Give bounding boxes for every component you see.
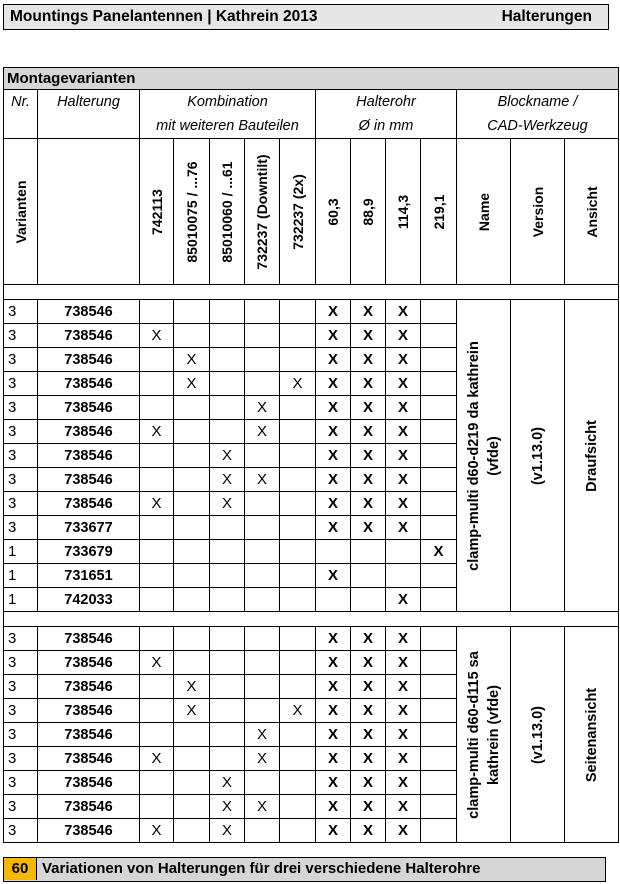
halterohr-cell	[421, 771, 457, 795]
halterohr-cell: X	[351, 372, 386, 396]
variation-count: 60	[4, 858, 37, 880]
kombination-cell	[140, 564, 174, 588]
kombination-cell: X	[245, 723, 280, 747]
row-halterung: 738546	[38, 324, 140, 348]
kombination-cell: X	[174, 348, 210, 372]
kombination-cell	[210, 420, 245, 444]
halterohr-cell: X	[316, 492, 351, 516]
kombination-cell	[210, 396, 245, 420]
halterohr-cell: X	[351, 651, 386, 675]
kombination-cell	[140, 372, 174, 396]
halterohr-cell: X	[386, 771, 421, 795]
halterohr-cell: X	[386, 627, 421, 651]
kombination-cell	[210, 627, 245, 651]
kombination-cell: X	[280, 699, 316, 723]
halterohr-cell: X	[316, 324, 351, 348]
row-nr: 3	[4, 516, 38, 540]
halterohr-cell	[421, 819, 457, 843]
halterohr-cell	[421, 348, 457, 372]
row-nr: 3	[4, 492, 38, 516]
col-nr-header-cont	[4, 114, 38, 139]
kombination-cell	[174, 540, 210, 564]
halterohr-cell	[421, 675, 457, 699]
row-halterung: 733679	[38, 540, 140, 564]
halterohr-cell: X	[351, 627, 386, 651]
kombination-cell	[210, 300, 245, 324]
document-header	[3, 4, 609, 30]
row-nr: 1	[4, 588, 38, 612]
row-halterung: 733677	[38, 516, 140, 540]
kombination-cell	[174, 444, 210, 468]
kombination-cell	[210, 516, 245, 540]
subheader-k3: 85010060 / ...61	[210, 139, 245, 285]
halterohr-cell: X	[351, 492, 386, 516]
kombination-cell	[140, 723, 174, 747]
kombination-cell	[245, 540, 280, 564]
kombination-cell	[174, 723, 210, 747]
kombination-cell	[140, 468, 174, 492]
row-nr: 3	[4, 651, 38, 675]
blockname-cell	[457, 300, 511, 612]
halterohr-cell: X	[316, 819, 351, 843]
kombination-cell	[245, 372, 280, 396]
blockname-line-1: clamp-multi d60-d219 da kathrein	[465, 340, 482, 571]
spacer-cell	[4, 612, 619, 627]
halterohr-cell: X	[351, 300, 386, 324]
halterohr-cell: X	[316, 771, 351, 795]
halterohr-cell: X	[386, 396, 421, 420]
halterohr-cell: X	[351, 348, 386, 372]
subheader-r1: 60,3	[316, 139, 351, 285]
kombination-cell	[280, 723, 316, 747]
kombination-cell: X	[210, 771, 245, 795]
subheader-varianten: Varianten	[4, 139, 38, 285]
halterohr-cell: X	[386, 747, 421, 771]
summary-footer	[3, 857, 606, 882]
kombination-cell: X	[140, 492, 174, 516]
spacer-row	[4, 612, 619, 627]
kombination-cell	[174, 795, 210, 819]
row-halterung: 738546	[38, 699, 140, 723]
kombination-cell	[174, 468, 210, 492]
halterohr-cell: X	[386, 420, 421, 444]
row-nr: 3	[4, 348, 38, 372]
kombination-cell	[245, 699, 280, 723]
halterohr-cell	[421, 627, 457, 651]
halterohr-cell: X	[351, 468, 386, 492]
kombination-cell	[280, 396, 316, 420]
kombination-cell: X	[210, 819, 245, 843]
kombination-cell	[245, 675, 280, 699]
halterohr-cell: X	[386, 819, 421, 843]
row-halterung: 738546	[38, 396, 140, 420]
halterohr-cell	[386, 540, 421, 564]
halterohr-cell	[421, 468, 457, 492]
kombination-cell: X	[140, 819, 174, 843]
kombination-cell	[280, 771, 316, 795]
col-block-header-1: Blockname /	[457, 90, 619, 115]
kombination-cell	[210, 372, 245, 396]
kombination-cell	[280, 675, 316, 699]
subheader-r4: 219,1	[421, 139, 457, 285]
table-row	[4, 300, 619, 324]
kombination-cell	[174, 300, 210, 324]
row-nr: 3	[4, 300, 38, 324]
halterohr-cell: X	[316, 516, 351, 540]
halterohr-cell: X	[386, 795, 421, 819]
halterohr-cell	[386, 564, 421, 588]
halterohr-cell: X	[386, 651, 421, 675]
blockname-text	[464, 341, 504, 571]
kombination-cell	[280, 588, 316, 612]
halterohr-cell: X	[386, 699, 421, 723]
kombination-cell: X	[140, 324, 174, 348]
halterohr-cell: X	[386, 300, 421, 324]
kombination-cell: X	[140, 747, 174, 771]
version-text: (v1.13.0)	[529, 705, 546, 764]
kombination-cell	[245, 564, 280, 588]
kombination-cell	[174, 771, 210, 795]
table-title: Montagevarianten	[4, 68, 619, 90]
halterohr-cell: X	[316, 747, 351, 771]
row-halterung: 738546	[38, 420, 140, 444]
subheader-k5: 732237 (2x)	[280, 139, 316, 285]
kombination-cell	[210, 723, 245, 747]
kombination-cell	[174, 324, 210, 348]
halterohr-cell	[316, 588, 351, 612]
halterohr-cell: X	[316, 564, 351, 588]
halterohr-cell: X	[351, 747, 386, 771]
kombination-cell	[245, 819, 280, 843]
halterohr-cell: X	[351, 420, 386, 444]
row-halterung: 738546	[38, 444, 140, 468]
halterohr-cell: X	[316, 444, 351, 468]
halterohr-cell	[421, 747, 457, 771]
kombination-cell	[280, 324, 316, 348]
kombination-cell	[174, 747, 210, 771]
table-row	[4, 627, 619, 651]
halterohr-cell: X	[386, 588, 421, 612]
halterohr-cell: X	[316, 372, 351, 396]
row-halterung: 738546	[38, 348, 140, 372]
row-nr: 3	[4, 324, 38, 348]
halterohr-cell	[421, 516, 457, 540]
halterohr-cell: X	[316, 699, 351, 723]
row-halterung: 738546	[38, 723, 140, 747]
kombination-cell	[140, 675, 174, 699]
kombination-cell	[245, 492, 280, 516]
row-halterung: 738546	[38, 300, 140, 324]
halterohr-cell	[421, 723, 457, 747]
blockname-cell	[457, 627, 511, 843]
kombination-cell	[174, 492, 210, 516]
halterohr-cell: X	[316, 420, 351, 444]
row-nr: 3	[4, 699, 38, 723]
subheader-k4: 732237 (Downtilt)	[245, 139, 280, 285]
kombination-cell: X	[174, 699, 210, 723]
kombination-cell	[280, 516, 316, 540]
ansicht-cell	[565, 300, 619, 612]
version-cell	[511, 627, 565, 843]
kombination-cell: X	[210, 444, 245, 468]
halterohr-cell: X	[316, 651, 351, 675]
kombination-cell	[245, 324, 280, 348]
row-nr: 3	[4, 795, 38, 819]
halterohr-cell	[421, 588, 457, 612]
kombination-cell	[174, 420, 210, 444]
kombination-cell	[280, 468, 316, 492]
halterohr-cell: X	[351, 771, 386, 795]
subheader-version: Version	[511, 139, 565, 285]
row-halterung: 742033	[38, 588, 140, 612]
row-halterung: 738546	[38, 747, 140, 771]
ansicht-text: Seitenansicht	[583, 687, 600, 782]
kombination-cell	[280, 747, 316, 771]
halterohr-cell	[421, 492, 457, 516]
kombination-cell	[140, 795, 174, 819]
subheader-name: Name	[457, 139, 511, 285]
kombination-cell	[280, 795, 316, 819]
halterohr-cell: X	[386, 372, 421, 396]
kombination-cell	[280, 627, 316, 651]
halterohr-cell: X	[316, 627, 351, 651]
kombination-cell	[174, 516, 210, 540]
kombination-cell	[210, 540, 245, 564]
row-nr: 3	[4, 771, 38, 795]
summary-text: Variationen von Halterungen für drei verschiedene Halterohre	[42, 860, 481, 877]
row-nr: 1	[4, 564, 38, 588]
montagevarianten-table	[3, 67, 619, 843]
kombination-cell	[140, 699, 174, 723]
kombination-cell	[140, 516, 174, 540]
kombination-cell: X	[245, 396, 280, 420]
kombination-cell	[245, 300, 280, 324]
kombination-cell	[210, 564, 245, 588]
kombination-cell: X	[210, 795, 245, 819]
halterohr-cell: X	[386, 723, 421, 747]
halterohr-cell	[421, 372, 457, 396]
halterohr-cell: X	[316, 300, 351, 324]
row-nr: 3	[4, 468, 38, 492]
halterohr-cell: X	[386, 324, 421, 348]
halterohr-cell	[421, 795, 457, 819]
blockname-text	[464, 651, 504, 819]
halterohr-cell	[421, 396, 457, 420]
row-nr: 3	[4, 396, 38, 420]
row-nr: 3	[4, 723, 38, 747]
row-halterung: 738546	[38, 372, 140, 396]
row-nr: 3	[4, 819, 38, 843]
kombination-cell	[174, 627, 210, 651]
halterohr-cell: X	[351, 516, 386, 540]
col-halterung-header-cont	[38, 114, 140, 139]
blockname-line-2: kathrein (vfde)	[485, 684, 502, 785]
kombination-cell	[210, 675, 245, 699]
halterohr-cell: X	[351, 675, 386, 699]
kombination-cell	[280, 651, 316, 675]
kombination-cell: X	[210, 468, 245, 492]
ansicht-cell	[565, 627, 619, 843]
kombination-cell	[210, 699, 245, 723]
kombination-cell	[280, 819, 316, 843]
kombination-cell	[210, 747, 245, 771]
row-halterung: 738546	[38, 675, 140, 699]
halterohr-cell: X	[351, 324, 386, 348]
halterohr-cell: X	[316, 795, 351, 819]
kombination-cell	[280, 492, 316, 516]
kombination-cell	[174, 651, 210, 675]
halterohr-cell	[421, 324, 457, 348]
halterohr-cell: X	[316, 675, 351, 699]
halterohr-cell: X	[386, 348, 421, 372]
kombination-cell	[245, 627, 280, 651]
kombination-cell	[280, 564, 316, 588]
kombination-cell	[174, 819, 210, 843]
kombination-cell	[210, 651, 245, 675]
col-nr-header: Nr.	[4, 90, 38, 115]
halterohr-cell	[421, 651, 457, 675]
halterohr-cell	[421, 699, 457, 723]
kombination-cell	[280, 540, 316, 564]
halterohr-cell: X	[386, 516, 421, 540]
kombination-cell	[245, 588, 280, 612]
row-halterung: 731651	[38, 564, 140, 588]
halterohr-cell: X	[351, 699, 386, 723]
subheader-ansicht: Ansicht	[565, 139, 619, 285]
halterohr-cell: X	[316, 348, 351, 372]
halterohr-cell: X	[351, 795, 386, 819]
halterohr-cell: X	[386, 492, 421, 516]
halterohr-cell: X	[386, 444, 421, 468]
kombination-cell: X	[245, 468, 280, 492]
kombination-cell	[140, 540, 174, 564]
halterohr-cell	[421, 564, 457, 588]
halterohr-cell: X	[351, 396, 386, 420]
kombination-cell	[140, 444, 174, 468]
kombination-cell	[210, 324, 245, 348]
col-kombination-header-1: Kombination	[140, 90, 316, 115]
document-title: Mountings Panelantennen | Kathrein 2013	[10, 8, 318, 25]
halterohr-cell: X	[316, 396, 351, 420]
section-title: Halterungen	[501, 8, 592, 25]
subheader-k1: 742113	[140, 139, 174, 285]
kombination-cell	[245, 516, 280, 540]
kombination-cell	[140, 396, 174, 420]
row-halterung: 738546	[38, 492, 140, 516]
kombination-cell	[174, 564, 210, 588]
kombination-cell	[174, 396, 210, 420]
row-halterung: 738546	[38, 627, 140, 651]
kombination-cell	[174, 588, 210, 612]
row-halterung: 738546	[38, 795, 140, 819]
ansicht-text: Draufsicht	[583, 419, 600, 492]
kombination-cell	[245, 651, 280, 675]
kombination-cell	[140, 588, 174, 612]
kombination-cell: X	[140, 651, 174, 675]
kombination-cell: X	[245, 795, 280, 819]
row-halterung: 738546	[38, 771, 140, 795]
halterohr-cell	[421, 300, 457, 324]
blockname-line-1: clamp-multi d60-d115 sa	[465, 650, 482, 819]
kombination-cell: X	[174, 372, 210, 396]
col-block-header-2: CAD-Werkzeug	[457, 114, 619, 139]
row-halterung: 738546	[38, 468, 140, 492]
row-nr: 3	[4, 747, 38, 771]
halterohr-cell: X	[351, 819, 386, 843]
row-halterung: 738546	[38, 651, 140, 675]
col-halterung-header: Halterung	[38, 90, 140, 115]
halterohr-cell	[421, 444, 457, 468]
kombination-cell	[140, 771, 174, 795]
spacer-cell	[4, 285, 619, 300]
col-halterohr-header-2: Ø in mm	[316, 114, 457, 139]
kombination-cell	[140, 300, 174, 324]
halterohr-cell	[316, 540, 351, 564]
subheader-r2: 88,9	[351, 139, 386, 285]
halterohr-cell: X	[421, 540, 457, 564]
row-nr: 3	[4, 420, 38, 444]
halterohr-cell: X	[316, 468, 351, 492]
kombination-cell	[245, 444, 280, 468]
subheader-halterung-empty	[38, 139, 140, 285]
halterohr-cell: X	[351, 723, 386, 747]
kombination-cell: X	[280, 372, 316, 396]
row-nr: 3	[4, 372, 38, 396]
kombination-cell: X	[210, 492, 245, 516]
halterohr-cell	[351, 564, 386, 588]
version-text: (v1.13.0)	[529, 426, 546, 485]
kombination-cell	[210, 588, 245, 612]
version-cell	[511, 300, 565, 612]
halterohr-cell: X	[386, 675, 421, 699]
kombination-cell	[280, 348, 316, 372]
halterohr-cell	[351, 588, 386, 612]
blockname-line-2: (vfde)	[485, 435, 502, 476]
kombination-cell	[280, 444, 316, 468]
kombination-cell: X	[174, 675, 210, 699]
halterohr-cell: X	[386, 468, 421, 492]
halterohr-cell: X	[351, 444, 386, 468]
kombination-cell	[140, 348, 174, 372]
row-nr: 3	[4, 627, 38, 651]
halterohr-cell	[421, 420, 457, 444]
kombination-cell: X	[245, 747, 280, 771]
row-halterung: 738546	[38, 819, 140, 843]
subheader-k2: 85010075 / ...76	[174, 139, 210, 285]
kombination-cell	[280, 420, 316, 444]
col-halterohr-header-1: Halterohr	[316, 90, 457, 115]
kombination-cell: X	[245, 420, 280, 444]
spacer-row	[4, 285, 619, 300]
kombination-cell	[140, 627, 174, 651]
kombination-cell: X	[140, 420, 174, 444]
row-nr: 3	[4, 675, 38, 699]
row-nr: 1	[4, 540, 38, 564]
kombination-cell	[245, 771, 280, 795]
row-nr: 3	[4, 444, 38, 468]
col-kombination-header-2: mit weiteren Bauteilen	[140, 114, 316, 139]
kombination-cell	[280, 300, 316, 324]
kombination-cell	[245, 348, 280, 372]
halterohr-cell: X	[316, 723, 351, 747]
kombination-cell	[210, 348, 245, 372]
subheader-r3: 114,3	[386, 139, 421, 285]
halterohr-cell	[351, 540, 386, 564]
